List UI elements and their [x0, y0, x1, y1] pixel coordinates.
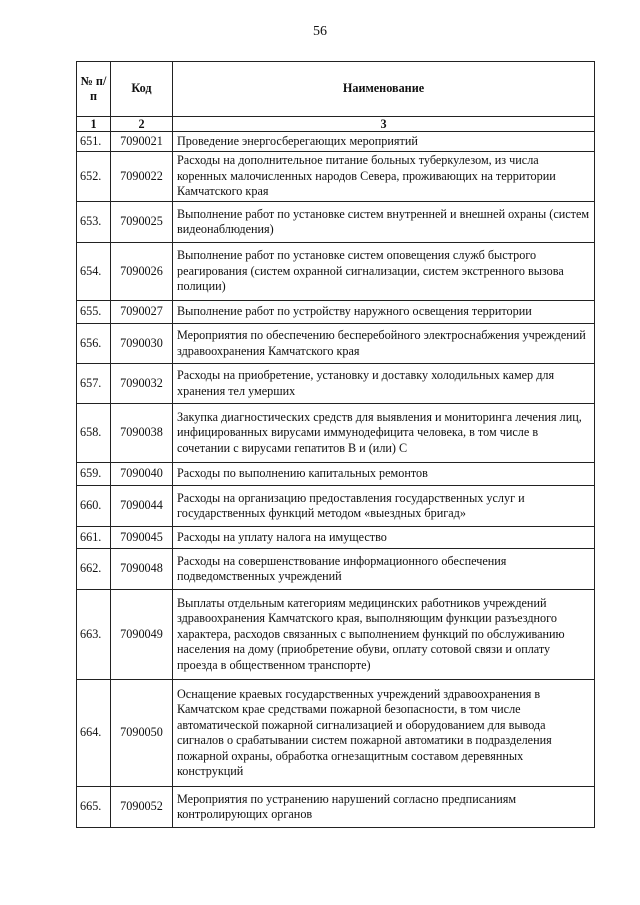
row-number: 660.: [77, 486, 111, 527]
table-row: [77, 463, 595, 486]
header-number: [77, 62, 111, 117]
row-code: 7090040: [111, 463, 173, 486]
header-name: Наименование: [173, 62, 595, 117]
row-number: 664.: [77, 680, 111, 787]
row-code: 7090021: [111, 132, 173, 152]
row-name: Выполнение работ по устройству наружного освещения территории: [173, 301, 595, 324]
row-number: 657.: [77, 364, 111, 404]
row-name: Расходы на дополнительное питание больных туберкулезом, из числа коренных малочисленных народов Севера, проживающих на территории Камчатского края: [173, 152, 595, 202]
row-code: 7090052: [111, 787, 173, 828]
row-number: 658.: [77, 404, 111, 463]
column-index-row: [77, 117, 595, 132]
table-row: [77, 549, 595, 590]
row-name: Расходы на приобретение, установку и доставку холодильных камер для хранения тел умерших: [173, 364, 595, 404]
table-row: [77, 132, 595, 152]
table-row: [77, 404, 595, 463]
table-row: [77, 243, 595, 301]
row-name: Мероприятия по обеспечению бесперебойного электроснабжения учреждений здравоохранения Камчатского края: [173, 324, 595, 364]
row-number: 655.: [77, 301, 111, 324]
table-row: [77, 301, 595, 324]
row-name: Закупка диагностических средств для выявления и мониторинга лечения лиц, инфицированных вирусами иммунодефицита человека, в том числе в сочетании с вирусами гепатитов В и (или) С: [173, 404, 595, 463]
row-name: Оснащение краевых государственных учреждений здравоохранения в Камчатском крае средствами пожарной безопасности, в том числе автоматической пожарной сигнализацией и оборудованием для вывода сигналов о срабатывании систем пожарной автоматики в подразделения пожарной охраны, обработка огнезащитным составом деревянных конструкций: [173, 680, 595, 787]
budget-code-table: [76, 61, 595, 828]
row-code: 7090026: [111, 243, 173, 301]
table-row: [77, 324, 595, 364]
row-name: Расходы на совершенствование информационного обеспечения подведомственных учреждений: [173, 549, 595, 590]
table-row: [77, 787, 595, 828]
row-code: 7090044: [111, 486, 173, 527]
row-code: 7090032: [111, 364, 173, 404]
table-header-row: [77, 62, 595, 117]
row-code: 7090048: [111, 549, 173, 590]
row-number: 654.: [77, 243, 111, 301]
column-index: 2: [111, 117, 173, 132]
row-number: 663.: [77, 590, 111, 680]
row-code: 7090038: [111, 404, 173, 463]
row-name: Выполнение работ по установке систем оповещения служб быстрого реагирования (систем охранной сигнализации, систем экстренного вызова полиции): [173, 243, 595, 301]
page-number: 56: [313, 24, 327, 39]
row-number: 662.: [77, 549, 111, 590]
row-number: 656.: [77, 324, 111, 364]
row-name: Расходы по выполнению капитальных ремонтов: [173, 463, 595, 486]
row-code: 7090030: [111, 324, 173, 364]
table-row: [77, 364, 595, 404]
table-row: [77, 486, 595, 527]
row-number: 653.: [77, 202, 111, 243]
table-row: [77, 590, 595, 680]
row-number: 665.: [77, 787, 111, 828]
row-code: 7090049: [111, 590, 173, 680]
row-code: 7090027: [111, 301, 173, 324]
table-row: [77, 527, 595, 549]
table-row: [77, 680, 595, 787]
row-name: Выплаты отдельным категориям медицинских работников учреждений здравоохранения Камчатского края, выполняющим функции разъездного характера, расходов связанных с выполнением функций по обслуживанию населения на дому (приобретение обуви, оплату сотовой связи и оплату проезда в общественном транспорте): [173, 590, 595, 680]
row-number: 652.: [77, 152, 111, 202]
header-number-label: № п/п: [80, 73, 107, 103]
row-code: 7090050: [111, 680, 173, 787]
row-code: 7090045: [111, 527, 173, 549]
table-row: [77, 202, 595, 243]
row-code: 7090025: [111, 202, 173, 243]
row-number: 661.: [77, 527, 111, 549]
table-row: [77, 152, 595, 202]
column-index: 1: [77, 117, 111, 132]
row-name: Проведение энергосберегающих мероприятий: [173, 132, 595, 152]
column-index: 3: [173, 117, 595, 132]
row-name: Расходы на уплату налога на имущество: [173, 527, 595, 549]
header-code: Код: [111, 62, 173, 117]
row-number: 651.: [77, 132, 111, 152]
row-name: Выполнение работ по установке систем внутренней и внешней охраны (систем видеонаблюдения): [173, 202, 595, 243]
row-number: 659.: [77, 463, 111, 486]
row-name: Расходы на организацию предоставления государственных услуг и государственных функций методом «выездных бригад»: [173, 486, 595, 527]
row-name: Мероприятия по устранению нарушений согласно предписаниям контролирующих органов: [173, 787, 595, 828]
row-code: 7090022: [111, 152, 173, 202]
